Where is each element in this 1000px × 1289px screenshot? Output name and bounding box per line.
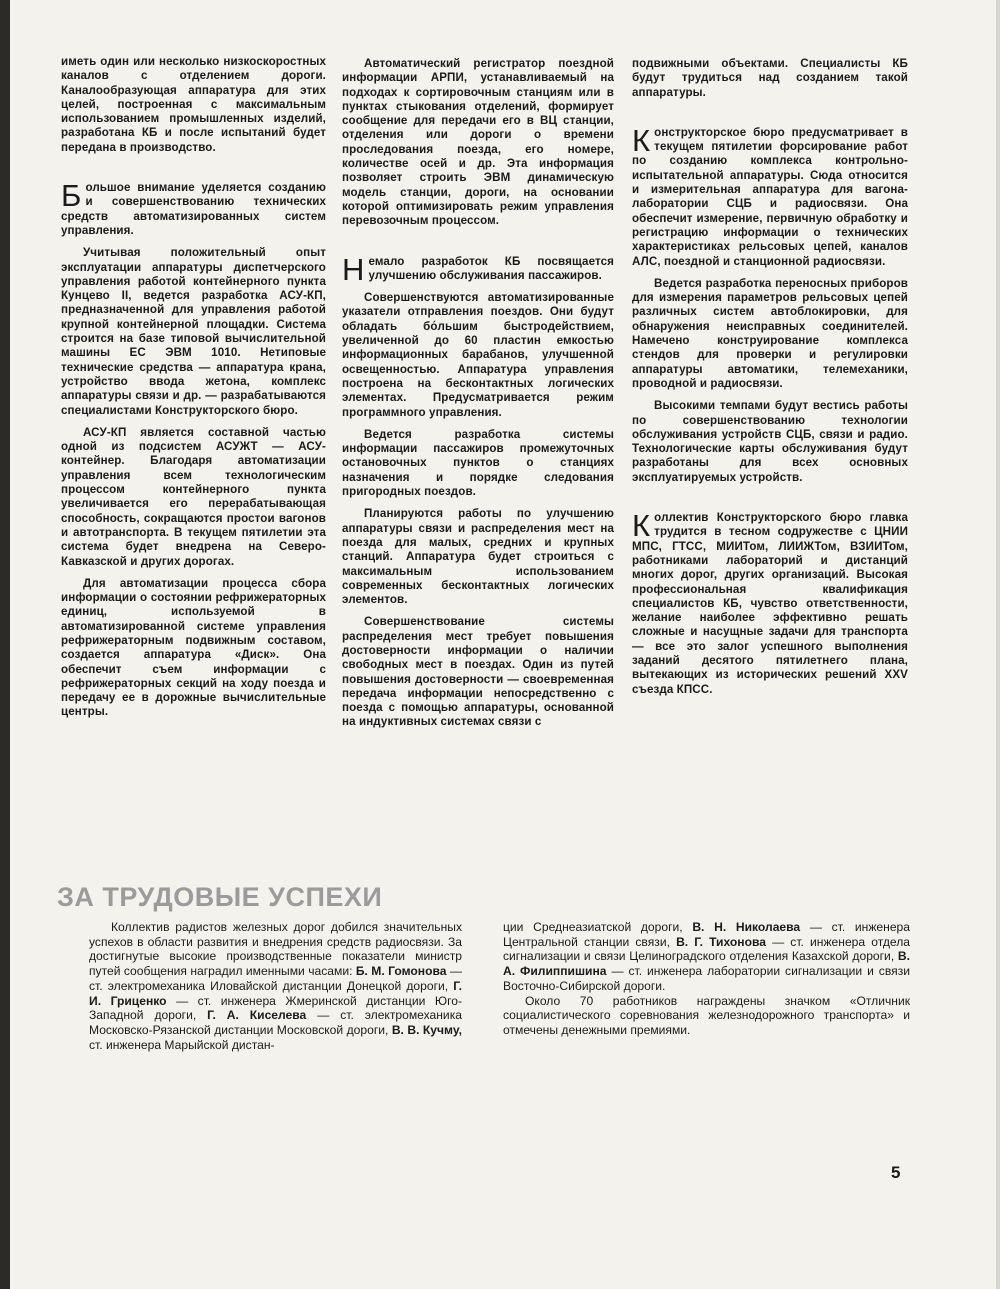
- paragraph: подвижными объектами. Специалисты КБ будут трудиться над созданием такой аппаратуры.: [632, 57, 908, 99]
- awards-text: — ст. электромеханика Московско-Рязанской дистанции Московской дороги,: [89, 1008, 462, 1037]
- drop-cap: Б: [61, 178, 82, 214]
- paragraph-dropcap: [61, 178, 326, 238]
- awardee-name: Г. А. Киселева: [207, 1008, 307, 1023]
- paragraph-dropcap: [632, 508, 908, 697]
- drop-cap: Н: [342, 251, 365, 287]
- awards-text: ст. инженера Марыйской дистан-: [89, 1037, 275, 1052]
- awardee-name: Б. М. Гомонова: [355, 964, 447, 979]
- awardee-name: Г. И. Гриценко: [89, 978, 462, 1008]
- awards-paragraph: Около 70 работников награждены значком «Отличник социалистического соревнования железнодорожного транспорта» и отмечены денежными премиями.: [503, 993, 910, 1037]
- awardee-name: В. Г. Тихонова: [676, 934, 766, 949]
- paragraph: иметь один или несколько низкоскоростных каналов с отделением дороги. Каналообразующая аппаратура для этих целей, построенная с максимальным использованием промышленных изделий, разработана КБ и после испытаний будет передана в производство.: [61, 55, 326, 154]
- paragraph: Планируются работы по улучшению аппаратуры связи и распределения мест на поезда для малых, средних и крупных станций. Аппаратура будет строиться с максимальным использованием современных бесконтактных логических элементов.: [342, 507, 614, 607]
- page-number: 5: [891, 1163, 901, 1182]
- paragraph: Совершенствование системы распределения мест требует повышения достоверности информации о наличии свободных мест в поездах. Один из путей повышения достоверности — своевременная передача информации непосредственно с поезда с помощью аппаратуры, основанной на индуктивных системах связи с: [342, 615, 614, 729]
- awards-text: — ст. инженера Жмеринской дистанции Юго-Западной дороги,: [89, 993, 462, 1023]
- paragraph: АСУ-КП является составной частью одной из подсистем АСУЖТ — АСУ-контейнер. Благодаря автоматизации управления всем технологическим процессом контейнерного пункта увеличивается его перерабатывающая способность, сокращаются простои вагонов и автотранспорта. В текущем пятилетии эта система будет внедрена на Северо-Кавказской и других дорогах.: [61, 425, 326, 568]
- page-binding-edge: [0, 0, 10, 1289]
- awards-paragraph: [503, 920, 910, 994]
- awards-text: — ст. электромеханика Иловайской дистанции Донецкой дороги,: [89, 964, 462, 993]
- paragraph: Совершенствуются автоматизированные указатели отправления поездов. Они будут обладать бо́льшим быстродействием, увеличенной до 60 пластин емкостью информационных барабанов, улучшенной освещенностью. Аппаратура управления построена на бесконтактных логических элементах. Предусматривается режим программного управления.: [342, 291, 614, 419]
- paragraph: Автоматический регистратор поездной информации АРПИ, устанавливаемый на подходах к сортировочным станциям или в пунктах стыкования отделений, формирует сообщение для передачи его в ВЦ станции, отделения или дороги о времени проследования поезда, его номере, количестве осей и др. Эта информация позволяет строить ЭВМ динамическую модель станции, дороги, на основании которой оптимизировать режим управления перевозочным процессом.: [342, 57, 614, 228]
- paragraph-text: оллектив Конструкторского бюро главка трудится в тесном содружестве с ЦНИИ МПС, ГТСС, МИИТом, ЛИИЖТом, ВЗИИТом, работниками лабораторий и дистанций многих дорог, других организаций. Высокая профессиональная квалификация специалистов КБ, чувство ответственности, желание наиболее эффективно решать сложные и насущные задачи для транспорта — все это залог успешного выполнения заданий десятого пятилетнего плана, вытекающих из исторических решений XXV съезда КПСС.: [632, 511, 908, 696]
- paragraph: Учитывая положительный опыт эксплуатации аппаратуры диспетчерского управления работой контейнерного пункта Кунцево II, ведется разработка АСУ-КП, предназначенной для управления работой крупной контейнерной площадки. Система строится на базе типовой вычислительной машины ЕС ЭВМ 1010. Нетиповые технические средства — аппаратура крана, устройство ввода жетона, комплекс аппаратуры связи и др. — разрабатываются специалистами Конструкторского бюро.: [61, 246, 326, 417]
- awards-text: — ст. инженера отдела сигнализации и связи Целиноградского отделения Казахской дороги,: [503, 934, 911, 964]
- paragraph: Ведется разработка переносных приборов для измерения параметров рельсовых цепей различных систем автоблокировки, для обнаружения неисправных соединителей. Намечено конструирование комплекса стендов для проверки и регулировки аппаратуры автоматики, телемеханики, проводной и радиосвязи.: [632, 276, 908, 390]
- article-column-2: [342, 57, 614, 730]
- paragraph: Высокими темпами будут вестись работы по совершенствованию технологии обслуживания устройств СЦБ, связи и радио. Технологические карты обслуживания будут разработаны для всех основных эксплуатируемых устройств.: [632, 399, 908, 484]
- awards-paragraph: [89, 920, 462, 1052]
- paragraph-text: емало разработок КБ посвящается улучшению обслуживания пассажиров.: [368, 254, 614, 282]
- awards-text: Коллектив радистов железных дорог добился значительных успехов в области развития и внедрения средств радиосвязи. За достигнутые высокие производственные показатели министр путей сообщения наградил именными часами:: [89, 920, 462, 979]
- drop-cap: К: [632, 122, 651, 158]
- paragraph-text: ольшое внимание уделяется созданию и совершенствованию технических средств автоматизированных систем управления.: [61, 181, 326, 237]
- awards-text: — ст. инженера лаборатории сигнализации и связи Восточно-Сибирской дороги.: [503, 964, 910, 993]
- article-column-1: [61, 55, 326, 720]
- paragraph: Для автоматизации процесса сбора информации о состоянии рефрижераторных единиц, используемой в автоматизированной системе управления рефрижераторным подвижным составом, создается аппаратура «Диск». Она обеспечит съем информации с рефрижераторных секций на ходу поезда и передачу ее в дорожные вычислительные центры.: [61, 576, 326, 719]
- paragraph-text: онструкторское бюро предусматривает в текущем пятилетии форсирование работ по созданию комплекса контрольно-испытательной аппаратуры. Сюда относится и измерительная аппаратура для вагона-лаборатории СЦБ и радиосвязи. Она обеспечит измерение, первичную обработку и регистрацию информации о технических характеристиках рельсовых цепей, каналов АЛС, поездной и станционной радиосвязи.: [632, 125, 908, 268]
- awardee-name: В. Н. Николаева: [692, 920, 801, 934]
- awards-text: — ст. инженера Центральной станции связи,: [503, 920, 910, 949]
- awardee-name: В. А. Филиппишина: [503, 949, 910, 979]
- awards-column-right: [503, 920, 910, 1038]
- awards-column-left: [89, 920, 462, 1052]
- section-headline: ЗА ТРУДОВЫЕ УСПЕХИ: [57, 882, 383, 912]
- paragraph-dropcap: [342, 251, 614, 287]
- awards-text: ции Среднеазиатской дороги,: [503, 920, 693, 934]
- awardee-name: В. В. Кучму,: [391, 1022, 462, 1037]
- article-column-3: [632, 57, 908, 697]
- drop-cap: К: [632, 508, 651, 544]
- paragraph: Ведется разработка системы информации пассажиров промежуточных остановочных пунктов о станциях назначения и порядке следования пригородных поездов.: [342, 427, 614, 499]
- paragraph-dropcap: [632, 122, 908, 269]
- page-right-edge: [996, 0, 1000, 1289]
